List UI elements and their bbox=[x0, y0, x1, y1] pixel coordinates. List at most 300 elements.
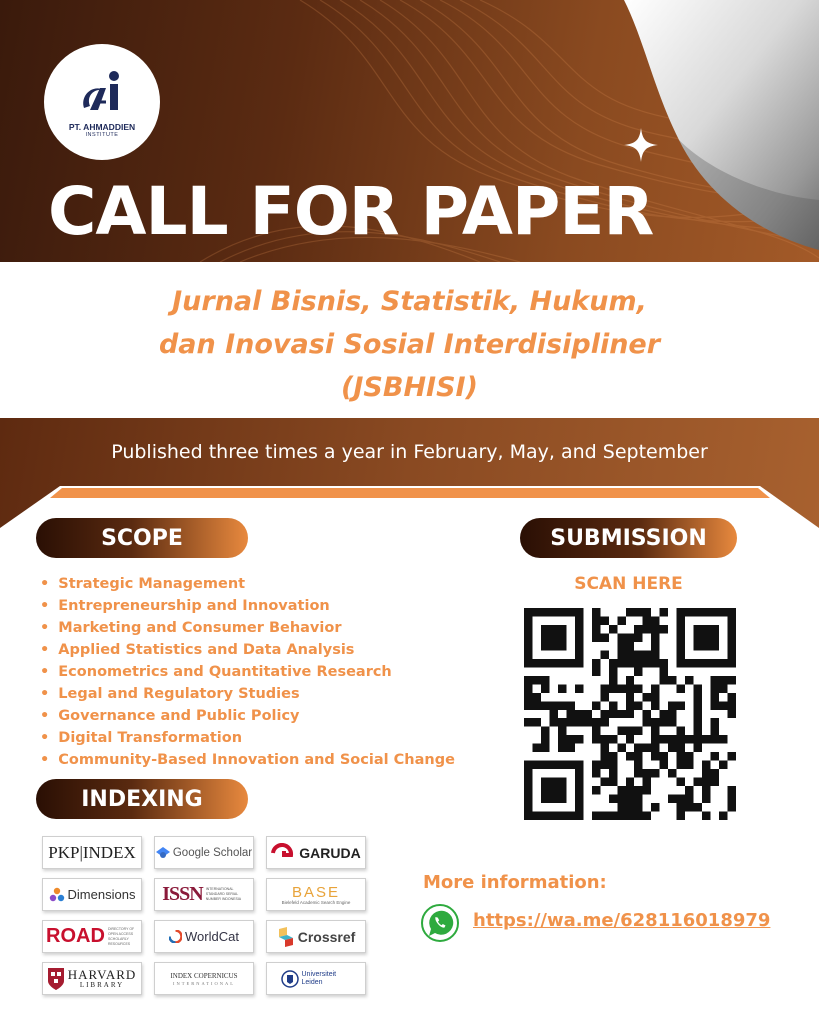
scope-item: • Applied Statistics and Data Analysis bbox=[40, 639, 455, 661]
qr-module bbox=[651, 633, 659, 641]
qr-module bbox=[668, 744, 676, 752]
qr-module bbox=[617, 650, 625, 658]
qr-module bbox=[566, 710, 574, 718]
qr-module bbox=[617, 786, 625, 794]
qr-module bbox=[643, 786, 651, 794]
qr-module bbox=[728, 650, 736, 658]
qr-module bbox=[558, 778, 566, 786]
harvard-text: HARVARD bbox=[67, 967, 137, 982]
qr-module bbox=[524, 633, 532, 641]
qr-module bbox=[668, 676, 676, 684]
qr-module bbox=[541, 684, 549, 692]
base-logo[interactable] bbox=[266, 878, 366, 911]
qr-module bbox=[541, 744, 549, 752]
qr-module bbox=[617, 727, 625, 735]
base-text: BASE bbox=[291, 883, 341, 901]
qr-module bbox=[677, 795, 685, 803]
qr-module bbox=[668, 710, 676, 718]
scope-item: • Community-Based Innovation and Social Change bbox=[40, 749, 455, 771]
google-scholar-icon bbox=[156, 847, 170, 859]
qr-module bbox=[566, 744, 574, 752]
qr-module bbox=[702, 786, 710, 794]
qr-module bbox=[677, 633, 685, 641]
qr-module bbox=[668, 718, 676, 726]
qr-module bbox=[617, 744, 625, 752]
qr-module bbox=[532, 693, 540, 701]
journal-title-line-1: Jurnal Bisnis, Statistik, Hukum, bbox=[172, 286, 647, 317]
qr-module bbox=[617, 642, 625, 650]
qr-module bbox=[677, 608, 685, 616]
qr-module bbox=[677, 735, 685, 743]
road-text: ROAD bbox=[46, 925, 105, 947]
qr-module bbox=[609, 752, 617, 760]
harvard-shield-icon bbox=[48, 968, 64, 990]
qr-module bbox=[558, 786, 566, 794]
qr-module bbox=[660, 659, 668, 667]
qr-module bbox=[524, 778, 532, 786]
qr-module bbox=[617, 616, 625, 624]
garuda-icon bbox=[271, 843, 297, 863]
qr-module bbox=[685, 786, 693, 794]
qr-module bbox=[685, 761, 693, 769]
qr-module bbox=[719, 812, 727, 820]
qr-module bbox=[660, 710, 668, 718]
qr-module bbox=[541, 608, 549, 616]
qr-module bbox=[600, 693, 608, 701]
qr-module bbox=[634, 659, 642, 667]
qr-module bbox=[609, 778, 617, 786]
qr-module bbox=[685, 608, 693, 616]
qr-module bbox=[694, 625, 702, 633]
journal-title bbox=[0, 280, 819, 409]
qr-module bbox=[728, 803, 736, 811]
qr-module bbox=[566, 608, 574, 616]
qr-module bbox=[702, 795, 710, 803]
qr-module bbox=[566, 761, 574, 769]
qr-module bbox=[634, 761, 642, 769]
qr-module bbox=[541, 795, 549, 803]
qr-module bbox=[719, 659, 727, 667]
qr-module bbox=[651, 642, 659, 650]
qr-module bbox=[668, 769, 676, 777]
qr-module bbox=[634, 727, 642, 735]
scope-item: • Marketing and Consumer Behavior bbox=[40, 617, 455, 639]
qr-module bbox=[677, 812, 685, 820]
qr-module bbox=[549, 812, 557, 820]
qr-module bbox=[634, 744, 642, 752]
qr-module bbox=[677, 803, 685, 811]
qr-module bbox=[626, 735, 634, 743]
qr-module bbox=[541, 727, 549, 735]
qr-module bbox=[575, 608, 583, 616]
qr-module bbox=[575, 812, 583, 820]
qr-module bbox=[524, 803, 532, 811]
ai-logo-mark-icon bbox=[70, 66, 134, 120]
qr-module bbox=[524, 718, 532, 726]
google-scholar-logo[interactable] bbox=[154, 836, 254, 869]
qr-module bbox=[524, 761, 532, 769]
qr-module bbox=[600, 718, 608, 726]
whatsapp-link[interactable]: https://wa.me/628116018979 bbox=[473, 910, 771, 931]
pkp-index-logo[interactable] bbox=[42, 836, 142, 869]
qr-module bbox=[592, 608, 600, 616]
qr-module bbox=[524, 650, 532, 658]
qr-module bbox=[728, 608, 736, 616]
qr-module bbox=[634, 769, 642, 777]
qr-module bbox=[626, 659, 634, 667]
qr-module bbox=[677, 727, 685, 735]
qr-module bbox=[626, 608, 634, 616]
crossref-text: Crossref bbox=[297, 928, 356, 945]
qr-module bbox=[651, 684, 659, 692]
qr-module bbox=[728, 659, 736, 667]
qr-module bbox=[532, 676, 540, 684]
crossref-logo[interactable] bbox=[266, 920, 366, 953]
qr-module bbox=[575, 642, 583, 650]
qr-module bbox=[694, 693, 702, 701]
qr-module bbox=[541, 786, 549, 794]
qr-module bbox=[549, 659, 557, 667]
scan-here-label: SCAN HERE bbox=[574, 574, 683, 594]
qr-module bbox=[549, 701, 557, 709]
qr-module bbox=[583, 718, 591, 726]
qr-module bbox=[592, 769, 600, 777]
qr-module bbox=[711, 642, 719, 650]
qr-module bbox=[524, 795, 532, 803]
qr-module bbox=[626, 812, 634, 820]
qr-module bbox=[694, 735, 702, 743]
qr-module bbox=[728, 642, 736, 650]
qr-module bbox=[558, 735, 566, 743]
qr-module bbox=[634, 633, 642, 641]
qr-module bbox=[600, 812, 608, 820]
qr-module bbox=[694, 684, 702, 692]
harvard-library-logo[interactable] bbox=[42, 962, 142, 995]
qr-module bbox=[711, 752, 719, 760]
qr-module bbox=[660, 676, 668, 684]
qr-module bbox=[651, 744, 659, 752]
qr-code[interactable] bbox=[524, 608, 736, 820]
qr-module bbox=[524, 625, 532, 633]
qr-module bbox=[719, 608, 727, 616]
dimensions-logo[interactable] bbox=[42, 878, 142, 911]
qr-module bbox=[609, 735, 617, 743]
qr-module bbox=[728, 625, 736, 633]
qr-module bbox=[566, 812, 574, 820]
qr-module bbox=[566, 659, 574, 667]
qr-module bbox=[677, 761, 685, 769]
qr-module bbox=[643, 608, 651, 616]
qr-module bbox=[532, 608, 540, 616]
qr-module bbox=[541, 812, 549, 820]
qr-module bbox=[524, 684, 532, 692]
qr-module bbox=[711, 693, 719, 701]
qr-module bbox=[600, 650, 608, 658]
qr-module bbox=[702, 778, 710, 786]
qr-module bbox=[558, 812, 566, 820]
qr-module bbox=[558, 744, 566, 752]
qr-module bbox=[600, 633, 608, 641]
qr-module bbox=[626, 684, 634, 692]
qr-module bbox=[575, 684, 583, 692]
qr-module bbox=[677, 625, 685, 633]
qr-module bbox=[651, 752, 659, 760]
qr-module bbox=[575, 795, 583, 803]
qr-module bbox=[651, 659, 659, 667]
qr-module bbox=[600, 616, 608, 624]
qr-module bbox=[643, 744, 651, 752]
qr-module bbox=[702, 633, 710, 641]
worldcat-logo[interactable] bbox=[154, 920, 254, 953]
qr-module bbox=[702, 659, 710, 667]
qr-module bbox=[524, 616, 532, 624]
worldcat-text: WorldCat bbox=[185, 929, 239, 944]
qr-module bbox=[575, 659, 583, 667]
qr-module bbox=[558, 642, 566, 650]
qr-module bbox=[719, 676, 727, 684]
qr-module bbox=[728, 633, 736, 641]
qr-module bbox=[575, 769, 583, 777]
qr-module bbox=[626, 752, 634, 760]
qr-module bbox=[711, 718, 719, 726]
qr-module bbox=[694, 659, 702, 667]
qr-module bbox=[728, 786, 736, 794]
qr-module bbox=[694, 778, 702, 786]
qr-module bbox=[617, 710, 625, 718]
issn-logo[interactable] bbox=[154, 878, 254, 911]
qr-module bbox=[728, 616, 736, 624]
qr-module bbox=[651, 693, 659, 701]
qr-module bbox=[694, 633, 702, 641]
qr-module bbox=[592, 761, 600, 769]
qr-module bbox=[600, 761, 608, 769]
qr-module bbox=[592, 633, 600, 641]
qr-module bbox=[711, 659, 719, 667]
qr-module bbox=[643, 616, 651, 624]
logo-subtitle: INSTITUTE bbox=[85, 132, 119, 138]
qr-module bbox=[575, 710, 583, 718]
qr-module bbox=[694, 701, 702, 709]
journal-title-line-3: (JSBHISI) bbox=[341, 372, 478, 403]
qr-module bbox=[634, 812, 642, 820]
qr-module bbox=[677, 616, 685, 624]
qr-module bbox=[651, 735, 659, 743]
qr-module bbox=[592, 659, 600, 667]
qr-module bbox=[609, 625, 617, 633]
qr-module bbox=[575, 625, 583, 633]
qr-module bbox=[668, 701, 676, 709]
qr-module bbox=[558, 684, 566, 692]
qr-module bbox=[524, 642, 532, 650]
qr-module bbox=[711, 769, 719, 777]
qr-module bbox=[558, 659, 566, 667]
qr-module bbox=[549, 718, 557, 726]
qr-module bbox=[643, 718, 651, 726]
qr-module bbox=[600, 710, 608, 718]
qr-module bbox=[558, 625, 566, 633]
qr-module bbox=[677, 659, 685, 667]
qr-module bbox=[532, 701, 540, 709]
qr-module bbox=[702, 608, 710, 616]
qr-module bbox=[566, 701, 574, 709]
qr-module bbox=[694, 727, 702, 735]
qr-module bbox=[600, 752, 608, 760]
qr-module bbox=[702, 625, 710, 633]
qr-module bbox=[524, 786, 532, 794]
crossref-icon bbox=[277, 927, 295, 947]
copernicus-text: INDEX COPERNICUS bbox=[170, 971, 238, 980]
more-info-label: More information: bbox=[423, 872, 607, 893]
qr-module bbox=[626, 786, 634, 794]
qr-module bbox=[651, 616, 659, 624]
qr-module bbox=[651, 769, 659, 777]
qr-module bbox=[643, 778, 651, 786]
google-scholar-text: Google Scholar bbox=[172, 846, 253, 859]
qr-module bbox=[685, 795, 693, 803]
pkp-index-text: PKP|INDEX bbox=[48, 842, 136, 862]
issn-subtitle: INTERNATIONAL STANDARD SERIAL NUMBER INDONESIA bbox=[205, 887, 242, 901]
qr-module bbox=[575, 616, 583, 624]
qr-module bbox=[541, 633, 549, 641]
qr-module bbox=[643, 625, 651, 633]
qr-module bbox=[549, 710, 557, 718]
qr-module bbox=[541, 676, 549, 684]
scope-list bbox=[40, 573, 455, 771]
qr-module bbox=[609, 676, 617, 684]
qr-module bbox=[592, 701, 600, 709]
qr-module bbox=[592, 718, 600, 726]
harvard-subtitle: LIBRARY bbox=[79, 981, 125, 989]
qr-module bbox=[609, 769, 617, 777]
qr-module bbox=[592, 786, 600, 794]
whatsapp-icon[interactable] bbox=[421, 904, 459, 942]
qr-module bbox=[592, 812, 600, 820]
scope-heading: SCOPE bbox=[36, 518, 248, 558]
qr-module bbox=[524, 769, 532, 777]
header-banner bbox=[0, 0, 819, 262]
qr-module bbox=[549, 633, 557, 641]
qr-module bbox=[532, 744, 540, 752]
worldcat-icon bbox=[169, 930, 182, 943]
qr-module bbox=[592, 735, 600, 743]
road-logo[interactable] bbox=[42, 920, 142, 953]
qr-module bbox=[541, 659, 549, 667]
qr-module bbox=[532, 812, 540, 820]
qr-module bbox=[728, 693, 736, 701]
qr-module bbox=[549, 761, 557, 769]
garuda-text: GARUDA bbox=[299, 844, 361, 861]
qr-module bbox=[575, 803, 583, 811]
garuda-logo[interactable] bbox=[266, 836, 366, 869]
qr-module bbox=[643, 650, 651, 658]
qr-module bbox=[660, 608, 668, 616]
qr-module bbox=[524, 676, 532, 684]
leiden-logo[interactable] bbox=[266, 962, 366, 995]
qr-module bbox=[541, 761, 549, 769]
qr-module bbox=[549, 608, 557, 616]
qr-module bbox=[541, 642, 549, 650]
qr-module bbox=[677, 650, 685, 658]
qr-module bbox=[685, 735, 693, 743]
qr-module bbox=[609, 812, 617, 820]
qr-module bbox=[694, 803, 702, 811]
qr-module bbox=[609, 684, 617, 692]
sparkle-icon bbox=[624, 128, 658, 162]
qr-module bbox=[558, 727, 566, 735]
qr-module bbox=[532, 659, 540, 667]
qr-module bbox=[617, 633, 625, 641]
qr-module bbox=[694, 710, 702, 718]
qr-module bbox=[711, 633, 719, 641]
qr-module bbox=[685, 676, 693, 684]
qr-module bbox=[617, 803, 625, 811]
qr-module bbox=[711, 625, 719, 633]
qr-module bbox=[728, 710, 736, 718]
qr-module bbox=[660, 752, 668, 760]
qr-module bbox=[651, 625, 659, 633]
index-copernicus-logo[interactable] bbox=[154, 962, 254, 995]
qr-module bbox=[634, 684, 642, 692]
qr-module bbox=[575, 718, 583, 726]
qr-module bbox=[626, 727, 634, 735]
qr-module bbox=[711, 608, 719, 616]
qr-module bbox=[634, 752, 642, 760]
qr-module bbox=[643, 710, 651, 718]
qr-module bbox=[694, 608, 702, 616]
qr-module bbox=[566, 718, 574, 726]
qr-module bbox=[677, 752, 685, 760]
qr-module bbox=[575, 735, 583, 743]
qr-module bbox=[609, 659, 617, 667]
qr-module bbox=[643, 659, 651, 667]
qr-module bbox=[524, 693, 532, 701]
copernicus-subtitle: INTERNATIONAL bbox=[173, 980, 235, 986]
scope-item: • Entrepreneurship and Innovation bbox=[40, 595, 455, 617]
qr-module bbox=[711, 778, 719, 786]
qr-module bbox=[549, 642, 557, 650]
qr-module bbox=[660, 735, 668, 743]
qr-module bbox=[677, 744, 685, 752]
qr-module bbox=[600, 778, 608, 786]
qr-module bbox=[617, 812, 625, 820]
qr-module bbox=[558, 608, 566, 616]
qr-module bbox=[694, 718, 702, 726]
qr-module bbox=[609, 710, 617, 718]
qr-module bbox=[626, 778, 634, 786]
qr-module bbox=[685, 752, 693, 760]
qr-module bbox=[592, 616, 600, 624]
qr-module bbox=[685, 659, 693, 667]
qr-module bbox=[558, 718, 566, 726]
qr-module bbox=[592, 625, 600, 633]
qr-module bbox=[677, 778, 685, 786]
qr-module bbox=[702, 812, 710, 820]
qr-module bbox=[694, 642, 702, 650]
qr-module bbox=[660, 718, 668, 726]
qr-module bbox=[702, 769, 710, 777]
qr-module bbox=[600, 744, 608, 752]
scope-item: • Strategic Management bbox=[40, 573, 455, 595]
qr-module bbox=[634, 803, 642, 811]
publication-frequency: Published three times a year in February, May, and September bbox=[111, 441, 708, 463]
dimensions-text: Dimensions bbox=[67, 887, 136, 902]
qr-module bbox=[592, 667, 600, 675]
qr-module bbox=[634, 701, 642, 709]
dimensions-icon bbox=[49, 887, 65, 903]
harvard-text-group bbox=[68, 968, 137, 989]
logo-name: PT. AHMADDIEN bbox=[68, 122, 136, 132]
qr-module bbox=[575, 633, 583, 641]
